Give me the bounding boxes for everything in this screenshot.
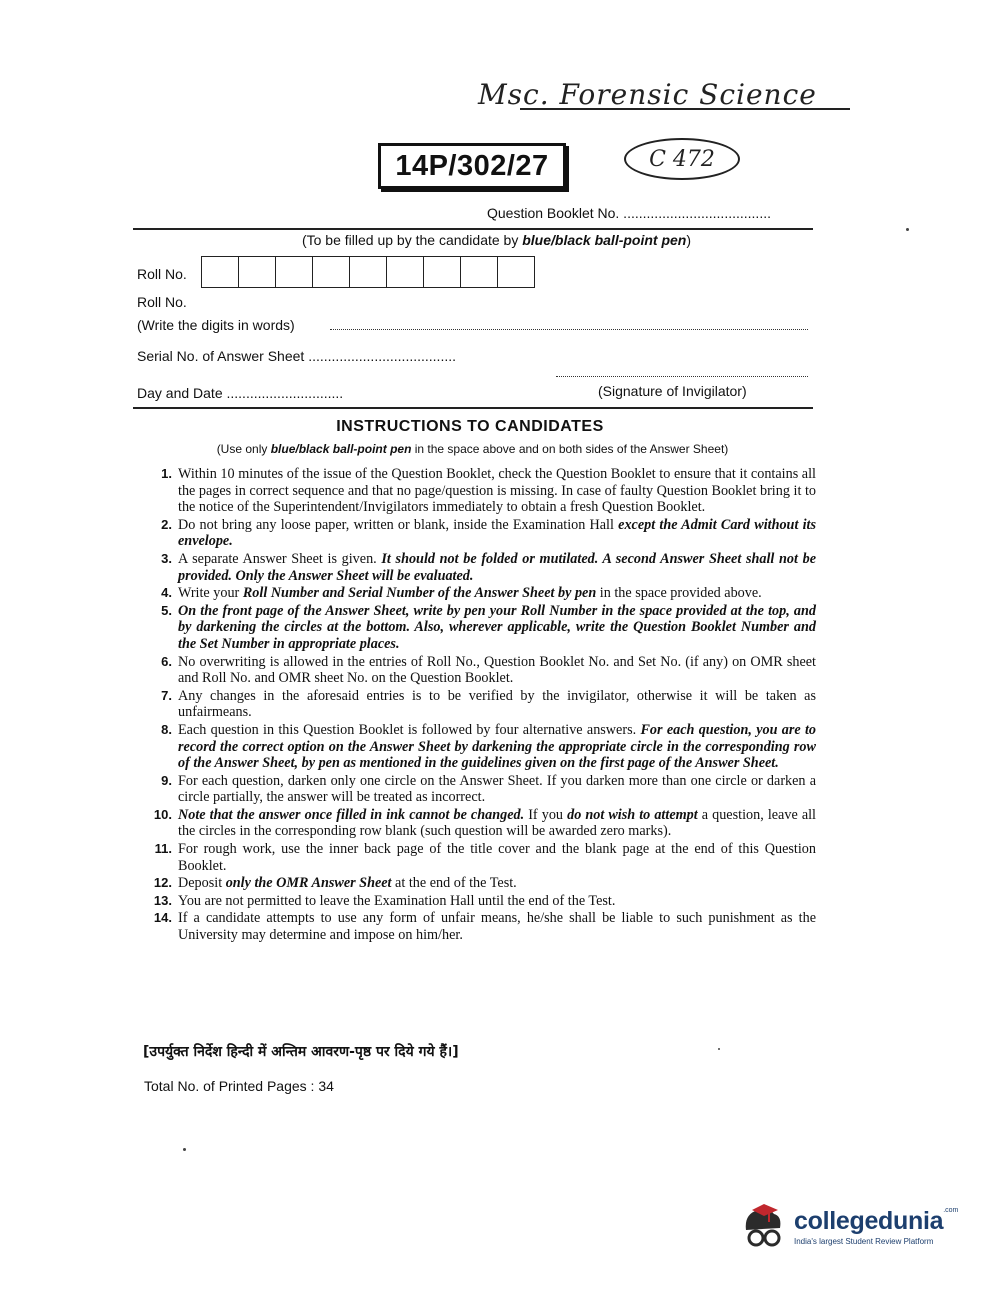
instruction-emphasis: Roll Number and Serial Number of the Answer Sheet by pen <box>242 585 597 602</box>
instruction-emphasis: On the front page of the Answer Sheet, write by pen your Roll Number in the space provided at the top, and by darkening the circles at the bottom. Also, wherever applicable, write the Question Booklet Number and the Set Number in appropriate places. <box>178 602 816 652</box>
instruction-item <box>140 688 816 721</box>
fill-note-prefix: (To be filled up by the candidate by <box>301 232 523 248</box>
instruction-segment: For rough work, use the inner back page of the title cover and the blank page at the end of this Question Booklet. <box>178 841 816 874</box>
roll-digit-box[interactable] <box>424 257 461 287</box>
roll-no-label: Roll No. <box>137 266 187 282</box>
roll-no-boxes[interactable] <box>201 256 535 288</box>
roll-words-line[interactable] <box>330 329 808 330</box>
instruction-item <box>140 722 816 772</box>
instruction-text <box>178 841 816 874</box>
booklet-code-box: 14P/302/27 <box>378 143 566 189</box>
roll-digit-box[interactable] <box>498 257 534 287</box>
collegedunia-watermark <box>738 1200 958 1252</box>
total-printed-pages: Total No. of Printed Pages : 34 <box>144 1078 334 1094</box>
scan-speck <box>718 1048 720 1050</box>
fill-note-suffix: ) <box>686 232 692 248</box>
instruction-text <box>178 875 816 892</box>
write-digits-label: (Write the digits in words) <box>137 317 295 333</box>
instruction-text <box>178 466 816 516</box>
instruction-number: 8. <box>161 721 172 737</box>
instruction-number: 2. <box>161 516 172 532</box>
subtitle-pen: blue/black ball-point pen <box>270 442 412 456</box>
instruction-segment: A separate Answer Sheet is given. <box>178 550 382 567</box>
fill-note <box>0 232 993 248</box>
instruction-item <box>140 773 816 806</box>
instruction-segment: If a candidate attempts to use any form of unfair means, he/she shall be liable to such punishment as the University may determine and impose on him/her. <box>178 910 816 944</box>
instruction-number: 12. <box>153 875 172 891</box>
instruction-text <box>178 893 816 910</box>
instruction-item <box>140 654 816 687</box>
instruction-emphasis: only the OMR Answer Sheet <box>225 875 392 892</box>
instructions-list <box>140 466 816 945</box>
instruction-emphasis: except the Admit Card without its envelope. <box>178 516 816 550</box>
instruction-number: 10. <box>153 806 172 822</box>
instruction-text <box>178 910 816 943</box>
instruction-text <box>178 773 816 806</box>
instruction-text <box>178 517 816 550</box>
handwritten-course-name: Msc. Forensic Science <box>478 78 817 111</box>
form-bottom-rule <box>133 407 813 409</box>
hindi-note: [उपर्युक्त निर्देश हिन्दी में अन्तिम आवरण-पृष्ठ पर दिये गये हैं।] <box>143 1044 459 1060</box>
instruction-text <box>178 551 816 584</box>
handwritten-underline <box>520 108 850 110</box>
instruction-item <box>140 841 816 874</box>
instruction-number: 3. <box>161 550 172 566</box>
signature-label: (Signature of Invigilator) <box>598 383 747 399</box>
instruction-number: 11. <box>154 841 172 857</box>
instruction-segment: No overwriting is allowed in the entries of Roll No., Question Booklet No. and Set No. (if any) on OMR sheet and Roll No. and OMR sheet No. on the Question Booklet. <box>178 653 816 687</box>
subtitle-prefix: (Use only <box>216 442 271 456</box>
instruction-item <box>140 893 816 910</box>
collegedunia-logo-icon <box>738 1200 790 1252</box>
question-booklet-no: Question Booklet No. ...................................... <box>487 205 771 221</box>
watermark-name: collegedunia <box>794 1206 944 1235</box>
roll-digit-box[interactable] <box>276 257 313 287</box>
instruction-number: 13. <box>153 892 172 908</box>
signature-line[interactable] <box>556 376 808 377</box>
roll-digit-box[interactable] <box>239 257 276 287</box>
watermark-com: .com <box>943 1206 959 1214</box>
instruction-text <box>178 722 816 772</box>
instruction-segment: If you <box>524 806 568 823</box>
scan-speck <box>183 1148 186 1151</box>
instruction-number: 7. <box>161 687 172 703</box>
roll-no-words-label: Roll No. <box>137 294 187 310</box>
subtitle-suffix: in the space above and on both sides of the Answer Sheet) <box>411 442 729 456</box>
watermark-text <box>794 1207 958 1246</box>
instructions-title: INSTRUCTIONS TO CANDIDATES <box>336 418 604 435</box>
fill-note-pen: blue/black ball-point pen <box>522 232 687 248</box>
instruction-emphasis: It should not be folded or mutilated. A second Answer Sheet shall not be provided. Only the Answer Sheet will be evaluated. <box>178 550 817 584</box>
instruction-text <box>178 807 816 840</box>
instruction-number: 6. <box>161 653 172 669</box>
instruction-item <box>140 466 816 516</box>
roll-digit-box[interactable] <box>461 257 498 287</box>
instruction-number: 5. <box>161 602 172 618</box>
instructions-subtitle <box>0 442 945 456</box>
instruction-segment: You are not permitted to leave the Examination Hall until the end of the Test. <box>178 892 616 909</box>
instruction-segment: Within 10 minutes of the issue of the Question Booklet, check the Question Booklet to ensure that it contains all the pages in correct sequence and that no page/question is missing. In case of faulty Question Booklet bring it to the notice of the Superintendent/Invigilators immediately to obtain a fresh Question Booklet. <box>178 466 816 516</box>
instruction-segment: a question, leave all the circles in the corresponding row blank (such question will be awarded zero marks). <box>178 806 816 840</box>
instruction-segment: at the end of the Test. <box>391 875 517 892</box>
instruction-number: 1. <box>161 466 172 481</box>
roll-digit-box[interactable] <box>350 257 387 287</box>
instruction-item <box>140 603 816 653</box>
instruction-emphasis: do not wish to attempt <box>567 806 698 823</box>
instruction-number: 4. <box>161 585 172 601</box>
instruction-item <box>140 517 816 550</box>
instruction-number: 9. <box>161 772 172 788</box>
instruction-emphasis: For each question, you are to record the correct option on the Answer Sheet by darkening the appropriate circle in the corresponding row of the Answer Sheet, by pen as mentioned in the guidelines given on the first page of the Answer Sheet. <box>178 721 817 772</box>
roll-digit-box[interactable] <box>313 257 350 287</box>
serial-no-label: Serial No. of Answer Sheet ...................................... <box>137 348 457 364</box>
instruction-segment: Deposit <box>178 875 226 892</box>
instruction-segment: Do not bring any loose paper, written or blank, inside the Examination Hall <box>178 516 619 533</box>
instruction-number: 14. <box>153 910 172 926</box>
instruction-segment: For each question, darken only one circle on the Answer Sheet. If you darken more than one circle or darken a circle partially, the answer will be treated as incorrect. <box>178 772 816 806</box>
instruction-item <box>140 551 816 584</box>
roll-digit-box[interactable] <box>202 257 239 287</box>
day-date-label: Day and Date .............................. <box>137 385 344 401</box>
instruction-text <box>178 585 816 602</box>
instruction-segment: Any changes in the aforesaid entries is to be verified by the invigilator, otherwise it will be taken as unfairmeans. <box>178 687 816 721</box>
instruction-segment: in the space provided above. <box>596 585 762 602</box>
roll-digit-box[interactable] <box>387 257 424 287</box>
scan-speck <box>906 228 909 231</box>
instruction-segment: Write your <box>178 585 243 602</box>
instruction-text <box>178 688 816 721</box>
instruction-emphasis: Note that the answer once filled in ink cannot be changed. <box>178 806 525 823</box>
instruction-item <box>140 807 816 840</box>
watermark-tagline: India's largest Student Review Platform <box>794 1236 934 1246</box>
handwritten-code: C 472 <box>624 138 740 180</box>
instruction-text <box>178 603 816 653</box>
instruction-item <box>140 875 816 892</box>
instruction-item <box>140 910 816 943</box>
instruction-segment: Each question in this Question Booklet is followed by four alternative answers. <box>178 721 641 738</box>
instruction-text <box>178 654 816 687</box>
instruction-item <box>140 585 816 602</box>
top-rule <box>133 228 813 230</box>
